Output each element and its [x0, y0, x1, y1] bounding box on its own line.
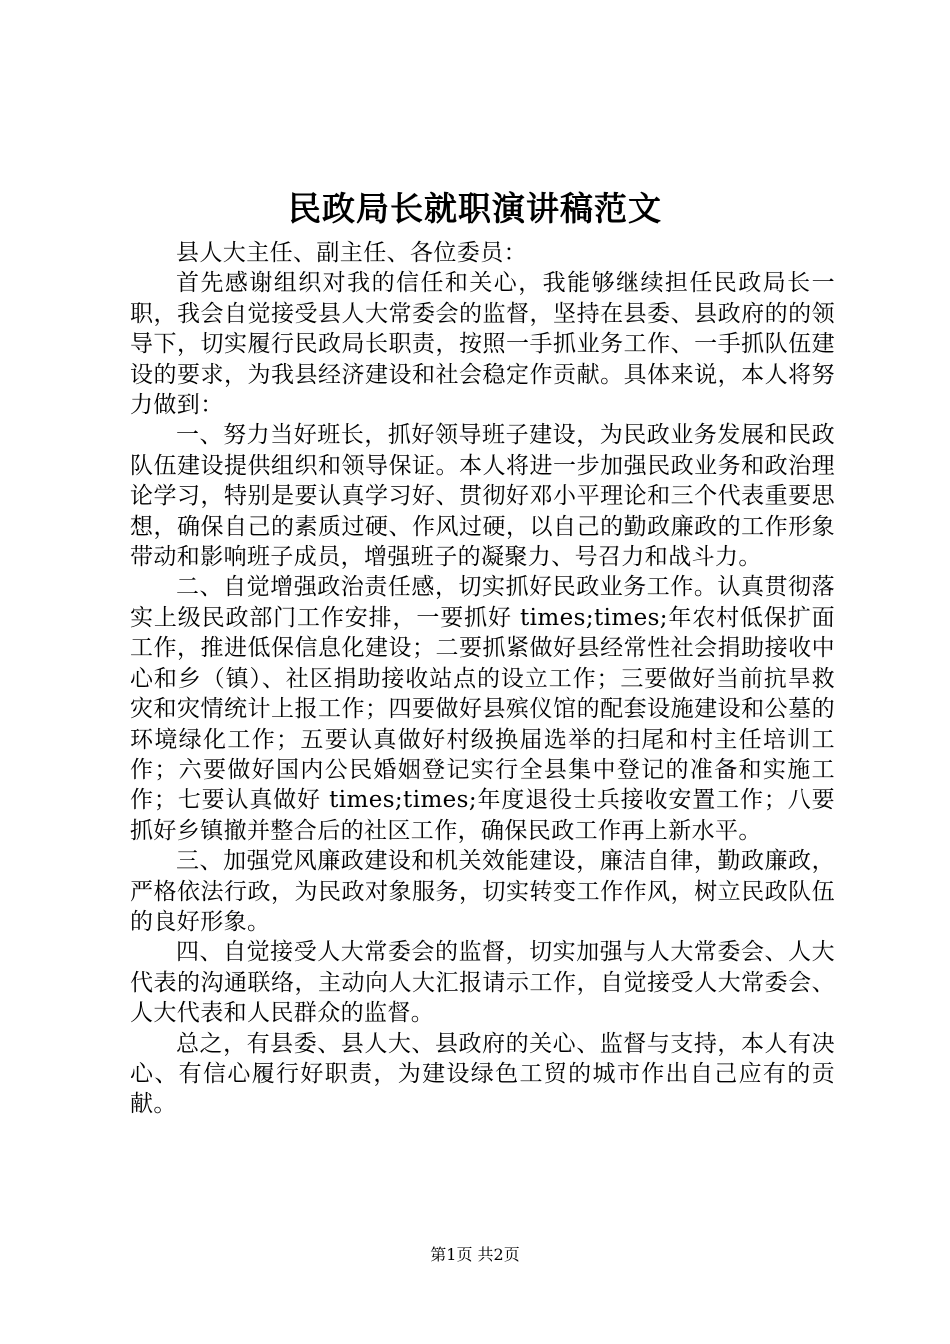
paragraph-three: 三、加强党风廉政建设和机关效能建设，廉洁自律，勤政廉政，严格依法行政，为民政对象服务，切实转变工作作风，树立民政队伍的良好形象。 [130, 848, 835, 935]
document-body [130, 238, 835, 1120]
paragraph-intro: 首先感谢组织对我的信任和关心，我能够继续担任民政局长一职，我会自觉接受县人大常委会的监督，坚持在县委、县政府的的领导下，切实履行民政局长职责，按照一手抓业务工作、一手抓队伍建设的要求，为我县经济建设和社会稳定作贡献。具体来说，本人将努力做到： [130, 270, 835, 419]
document-title: 民政局长就职演讲稿范文 [288, 189, 662, 228]
paragraph-one: 一、努力当好班长，抓好领导班子建设，为民政业务发展和民政队伍建设提供组织和领导保证。本人将进一步加强民政业务和政治理论学习，特别是要认真学习好、贯彻好邓小平理论和三个代表重要思想，确保自己的素质过硬、作风过硬，以自己的勤政廉政的工作形象带动和影响班子成员，增强班子的凝聚力、号召力和战斗力。 [130, 422, 835, 571]
page-number: 第1页 共2页 [430, 1245, 520, 1264]
salutation: 县人大主任、副主任、各位委员： [176, 240, 527, 266]
paragraph-conclusion: 总之，有县委、县人大、县政府的关心、监督与支持，本人有决心、有信心履行好职责，为建设绿色工贸的城市作出自己应有的贡献。 [130, 1030, 835, 1118]
paragraph-two: 二、自觉增强政治责任感，切实抓好民政业务工作。认真贯彻落实上级民政部门工作安排，一要抓好 times;times;年农村低保扩面工作，推进低保信息化建设；二要抓紧做好县经常性社会捐助接收中心和乡（镇）、社区捐助接收站点的设立工作；三要做好当前抗旱救灾和灾情统计上报工作；四要做好县殡仪馆的配套设施建设和公墓的环境绿化工作；五要认真做好村级换届选举的扫尾和村主任培训工作；六要做好国内公民婚姻登记实行全县集中登记的准备和实施工作；七要认真做好 times;times;年度退役士兵接收安置工作；八要抓好乡镇撤并整合后的社区工作，确保民政工作再上新水平。 [130, 574, 835, 844]
paragraph-four: 四、自觉接受人大常委会的监督，切实加强与人大常委会、人大代表的沟通联络，主动向人大汇报请示工作，自觉接受人大常委会、人大代表和人民群众的监督。 [130, 939, 835, 1027]
